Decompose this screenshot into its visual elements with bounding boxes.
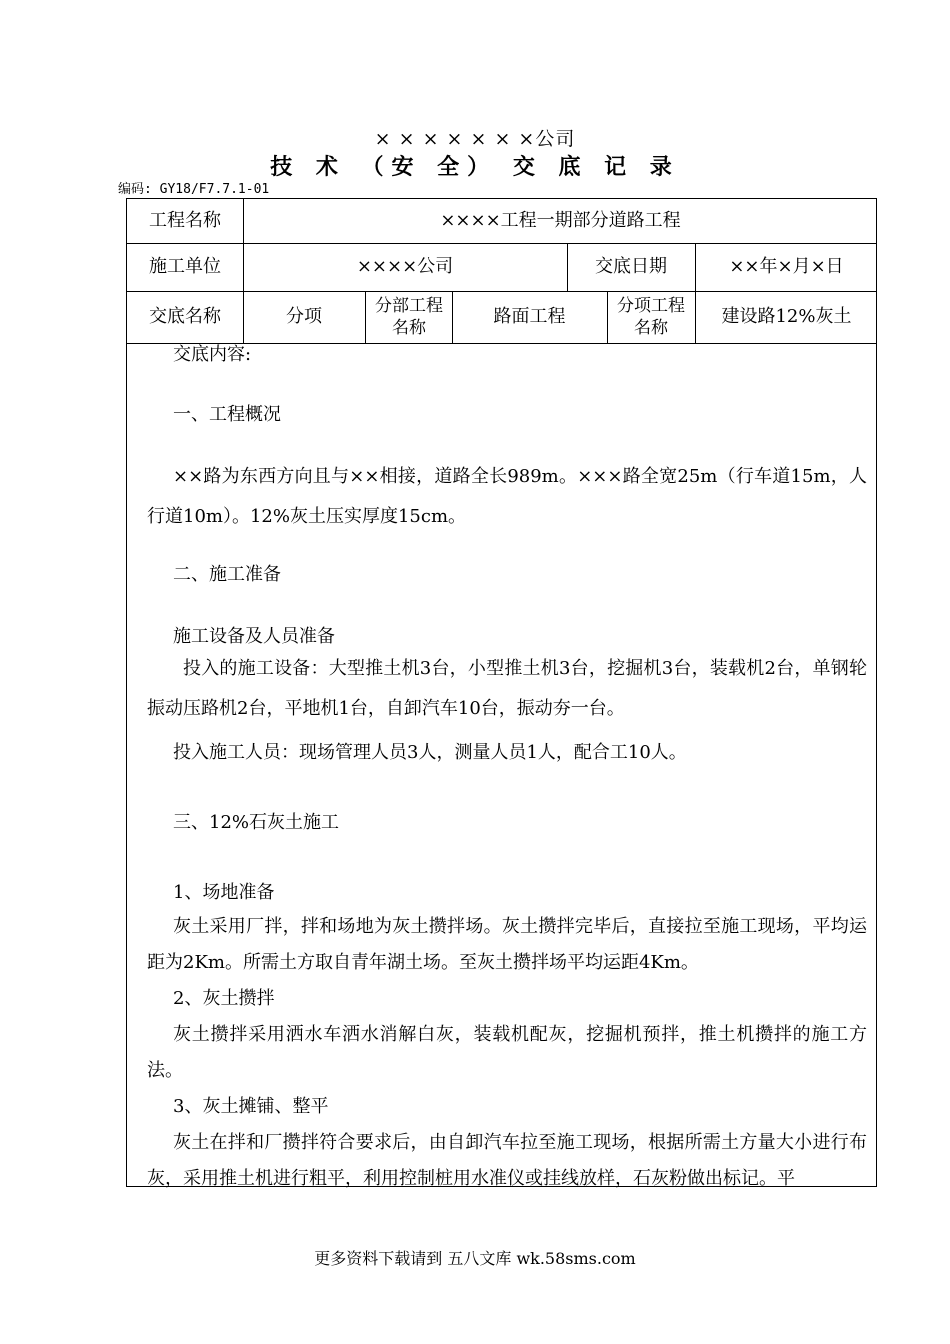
project-name-label: 工程名称 [149, 210, 221, 231]
sub-project-label: 分部工程名称 [375, 296, 443, 338]
disclosure-name-value: 分项 [286, 306, 322, 327]
disclosure-content [127, 343, 878, 1188]
section-3-2-title: 2、灰土攒拌 [173, 988, 275, 1009]
col-divider [365, 291, 366, 343]
section-3-2-paragraph: 灰土攒拌采用洒水车洒水消解白灰，装载机配灰，挖掘机预拌，推土机攒拌的施工方法。 [147, 1024, 867, 1081]
project-name-value: ××××工程一期部分道路工程 [440, 210, 681, 231]
section-3-3-paragraph: 灰土在拌和厂攒拌符合要求后，由自卸汽车拉至施工现场，根据所需土方量大小进行布灰，采用推土机进行粗平，利用控制桩用水准仪或挂线放样，石灰粉做出标记。平 [147, 1132, 867, 1188]
construction-unit-label: 施工单位 [149, 256, 221, 277]
section-3-3-title: 3、灰土摊铺、整平 [173, 1096, 329, 1117]
document-title: 技 术 （安 全） 交 底 记 录 [270, 154, 680, 180]
section-2-subtitle: 施工设备及人员准备 [173, 626, 335, 647]
sub-project-value: 路面工程 [493, 306, 566, 327]
disclosure-date-value: ××年×月×日 [729, 256, 844, 277]
footer-link-text: 更多资料下载请到 五八文库 wk.58sms.com [314, 1249, 636, 1268]
section-1-title: 一、工程概况 [173, 404, 281, 425]
col-divider [607, 291, 608, 343]
item-project-label: 分项工程名称 [617, 296, 685, 338]
disclosure-date-label: 交底日期 [595, 256, 667, 277]
item-project-value: 建设路12%灰土 [721, 306, 852, 327]
disclosure-form [126, 198, 877, 1187]
section-1-paragraph: ××路为东西方向且与××相接，道路全长989m。×××路全宽25m（行车道15m，人行道10m）。12%灰土压实厚度15cm。 [147, 466, 867, 527]
section-2-equipment: 投入的施工设备：大型推土机3台，小型推土机3台，挖掘机3台，装载机2台，单钢轮振动压路机2台，平地机1台，自卸汽车10台，振动夯一台。 [147, 658, 867, 719]
section-2-title: 二、施工准备 [173, 564, 281, 585]
section-2-personnel: 投入施工人员：现场管理人员3人，测量人员1人，配合工10人。 [173, 742, 687, 763]
section-3-1-title: 1、场地准备 [173, 882, 275, 903]
content-intro: 交底内容: [173, 344, 252, 365]
company-name: × × × × × × ×公司 [374, 128, 576, 150]
section-3-title: 三、12%石灰土施工 [173, 812, 340, 833]
construction-unit-value: ××××公司 [356, 256, 454, 277]
disclosure-name-label: 交底名称 [149, 306, 221, 327]
section-3-1-paragraph: 灰土采用厂拌，拌和场地为灰土攒拌场。灰土攒拌完毕后，直接拉至施工现场，平均运距为2Km。所需土方取自青年湖土场。至灰土攒拌场平均运距4Km。 [147, 916, 867, 973]
document-code: 编码: GY18/F7.7.1-01 [118, 182, 270, 197]
